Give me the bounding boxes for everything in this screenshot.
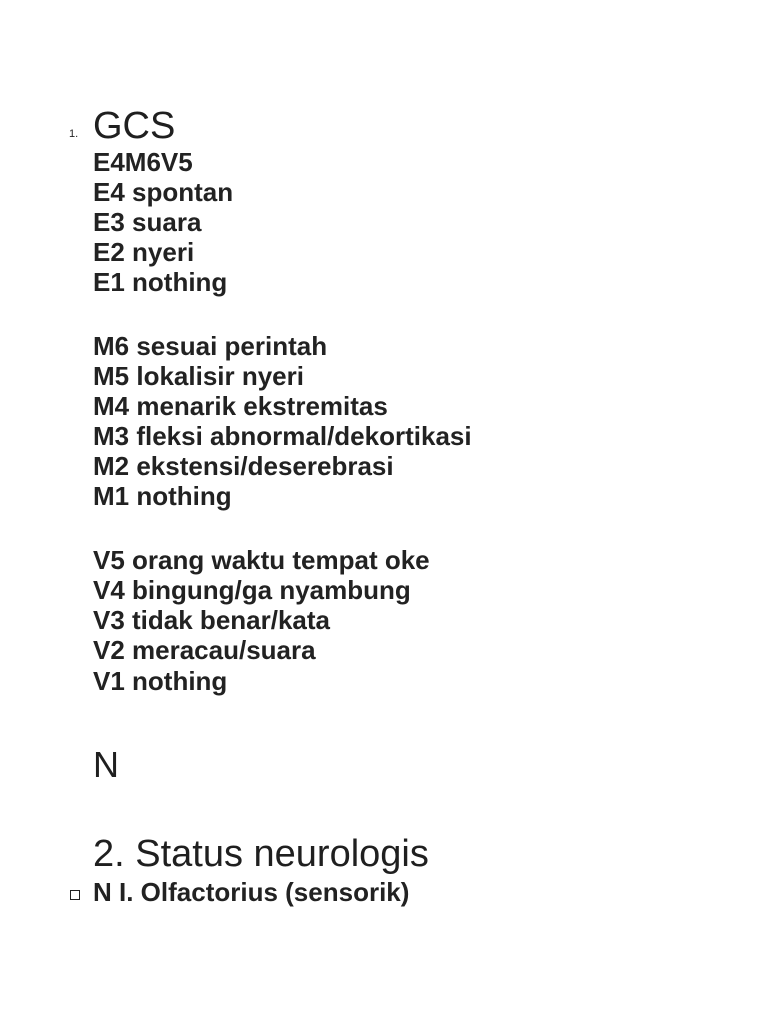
- section-two-heading: 2. Status neurologis: [93, 833, 429, 875]
- eye-response-item: E1 nothing: [93, 267, 228, 297]
- verbal-response-item: V4 bingung/ga nyambung: [93, 575, 411, 605]
- checkbox-bullet-icon: [70, 890, 80, 900]
- motor-response-item: M6 sesuai perintah: [93, 331, 328, 361]
- motor-response-item: M2 ekstensi/deserebrasi: [93, 451, 394, 481]
- stray-letter: N: [93, 744, 119, 785]
- verbal-response-item: V1 nothing: [93, 666, 228, 696]
- list-number-marker: 1.: [69, 128, 79, 140]
- eye-response-item: E3 suara: [93, 207, 202, 237]
- eye-response-item: E2 nyeri: [93, 237, 195, 267]
- motor-response-item: M5 lokalisir nyeri: [93, 361, 304, 391]
- motor-response-item: M1 nothing: [93, 481, 232, 511]
- motor-response-item: M4 menarik ekstremitas: [93, 391, 388, 421]
- verbal-response-item: V5 orang waktu tempat oke: [93, 545, 430, 575]
- eye-response-item: E4 spontan: [93, 177, 234, 207]
- nerve-item: N I. Olfactorius (sensorik): [93, 877, 410, 907]
- gcs-summary: E4M6V5: [93, 147, 193, 177]
- motor-response-item: M3 fleksi abnormal/dekortikasi: [93, 421, 472, 451]
- verbal-response-item: V2 meracau/suara: [93, 635, 316, 665]
- verbal-response-item: V3 tidak benar/kata: [93, 605, 330, 635]
- gcs-heading: GCS: [93, 105, 176, 147]
